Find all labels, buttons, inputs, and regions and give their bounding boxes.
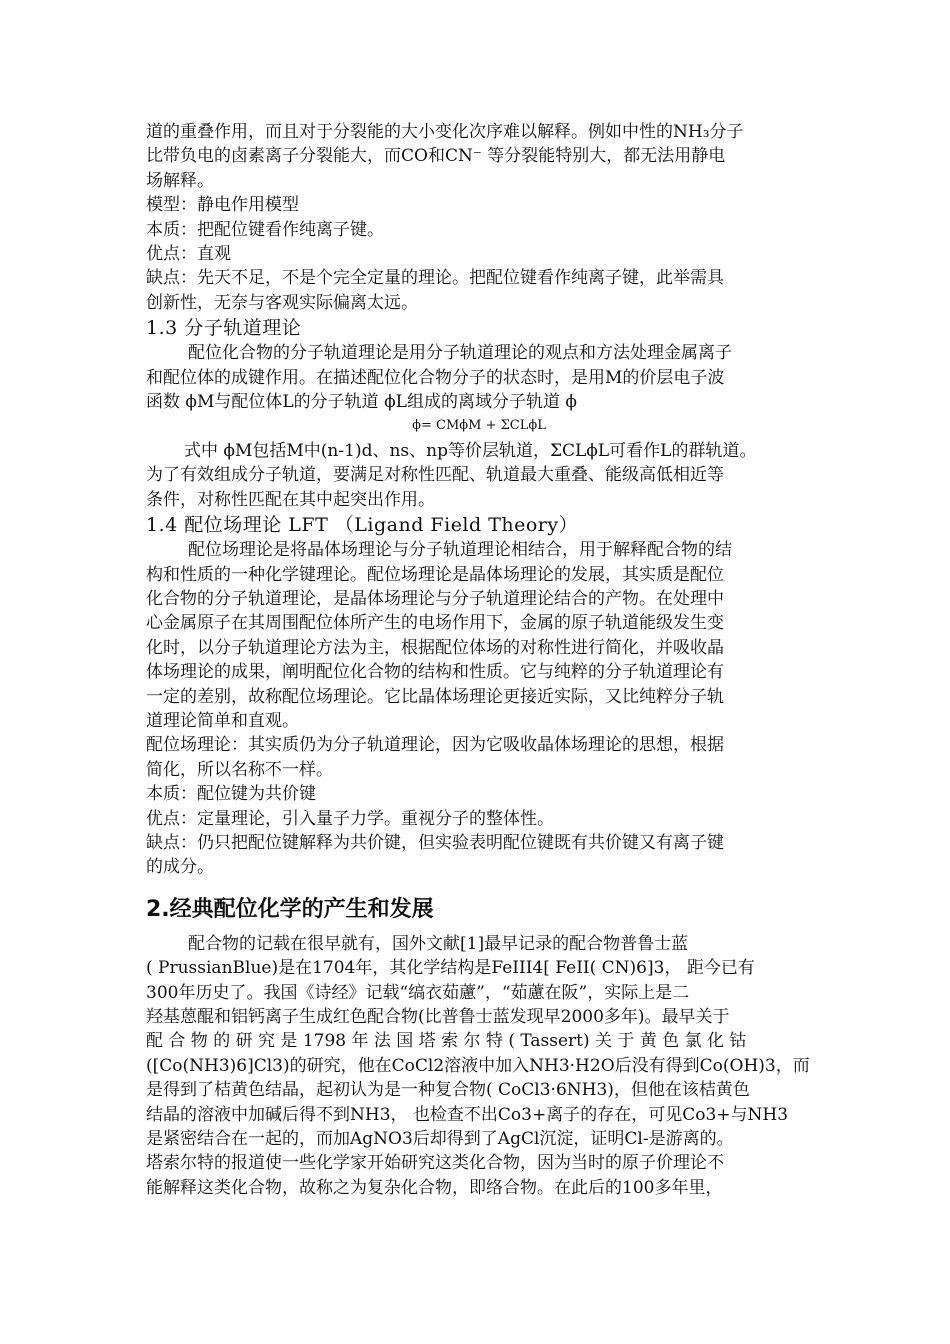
text-line: 创新性，无奈与客观实际偏离太远。 [146,292,418,313]
text-line: ( PrussianBlue)是在1704年，其化学结构是FeIII4[ FeII( CN)6]3， 距今已有 [146,958,755,979]
text-line: 构和性质的一种化学键理论。配位场理论是晶体场理论的发展，其实质是配位 [146,564,724,585]
text-line: 配位化合物的分子轨道理论是用分子轨道理论的观点和方法处理金属离子 [188,343,732,364]
section-heading-1-3: 1.3 分子轨道理论 [146,317,302,340]
text-line: 简化，所以名称不一样。 [146,759,333,780]
text-line: 比带负电的卤素离子分裂能大，而CO和CN⁻ 等分裂能特别大，都无法用静电 [146,146,726,167]
text-line: 化时，以分子轨道理论方法为主，根据配位体场的对称性进行简化，并吸收晶 [146,637,724,658]
text-line: 体场理论的成果，阐明配位化合物的结构和性质。它与纯粹的分子轨道理论有 [146,662,724,683]
text-line: 塔索尔特的报道使一些化学家开始研究这类化合物，因为当时的原子价理论不 [146,1153,724,1174]
text-line: 场解释。 [146,170,214,191]
text-line: 优点：直观 [146,244,231,265]
text-line: 优点：定量理论，引入量子力学。重视分子的整体性。 [146,808,554,829]
text-line: 配位场理论：其实质仍为分子轨道理论，因为它吸收晶体场理论的思想，根据 [146,735,724,756]
text-line: 心金属原子在其周围配位体所产生的电场作用下，金属的原子轨道能级发生变 [146,613,724,634]
text-line: 300年历史了。我国《诗经》记载“缟衣茹藘”，“茹藘在阪”，实际上是二 [146,982,690,1003]
text-line: 羟基蒽醌和铝钙离子生成红色配合物(比普鲁士蓝发现早2000多年)。最早关于 [146,1007,730,1027]
section-heading-2: 2.经典配位化学的产生和发展 [146,896,434,922]
text-line: 函数 ϕM与配位体L的分子轨道 ϕL组成的离域分子轨道 ϕ [146,392,577,413]
text-line: 本质：把配位键看作纯离子键。 [146,219,384,240]
text-line: 是得到了桔黄色结晶，起初认为是一种复合物( CoCl3·6NH3)，但他在该桔黄色 [146,1080,750,1101]
section-heading-1-4: 1.4 配位场理论 LFT （Ligand Field Theory） [146,514,579,537]
document-page [146,120,812,1200]
text-line: 配合物的记载在很早就有，国外文献[1]最早记录的配合物普鲁士蓝 [188,933,689,954]
text-line: 一定的差别，故称配位场理论。它比晶体场理论更接近实际，又比纯粹分子轨 [146,686,724,707]
text-line: 的成分。 [146,857,214,878]
text-line: 缺点：仍只把配位键解释为共价键，但实验表明配位键既有共价键又有离子键 [146,832,724,853]
text-line: 条件，对称性匹配在其中起突出作用。 [146,489,435,510]
text-line: 能解释这类化合物，故称之为复杂化合物，即络合物。在此后的100多年里， [146,1177,723,1198]
formula-line: ϕ= CMϕM + ΣCLϕL [412,418,546,434]
text-line: 式中 ϕM包括M中(n-1)d、ns、np等价层轨道，ΣCLϕL可看作L的群轨道。 [184,440,757,461]
text-line: 道的重叠作用，而且对于分裂能的大小变化次序难以解释。例如中性的NH₃分子 [146,122,744,142]
text-line: 模型：静电作用模型 [146,195,299,216]
text-line: 本质：配位键为共价键 [146,784,316,805]
text-line: 配 合 物 的 研 究 是 1798 年 法 国 塔 索 尔 特 ( Tassert) 关 于 黄 色 氯 化 钴 [146,1031,747,1052]
text-line: 化合物的分子轨道理论，是晶体场理论与分子轨道理论结合的产物。在处理中 [146,588,724,609]
text-line: 和配位体的成键作用。在描述配位化合物分子的状态时，是用M的价层电子波 [146,367,725,388]
text-line: 道理论简单和直观。 [146,710,299,731]
text-line: 缺点：先天不足，不是个完全定量的理论。把配位键看作纯离子键，此举需具 [146,268,724,289]
text-line: 为了有效组成分子轨道，要满足对称性匹配、轨道最大重叠、能级高低相近等 [146,465,724,486]
text-line: 结晶的溶液中加碱后得不到NH3， 也检查不出Co3+离子的存在，可见Co3+与NH3 [146,1104,789,1125]
text-line: 配位场理论是将晶体场理论与分子轨道理论相结合，用于解释配合物的结 [188,540,732,561]
text-line: ([Co(NH3)6]Cl3)的研究，他在CoCl2溶液中加入NH3·H2O后没有得到Co(OH)3，而 [146,1055,810,1076]
text-line: 是紧密结合在一起的，而加AgNO3后却得到了AgCl沉淀，证明Cl-是游离的。 [146,1129,734,1150]
